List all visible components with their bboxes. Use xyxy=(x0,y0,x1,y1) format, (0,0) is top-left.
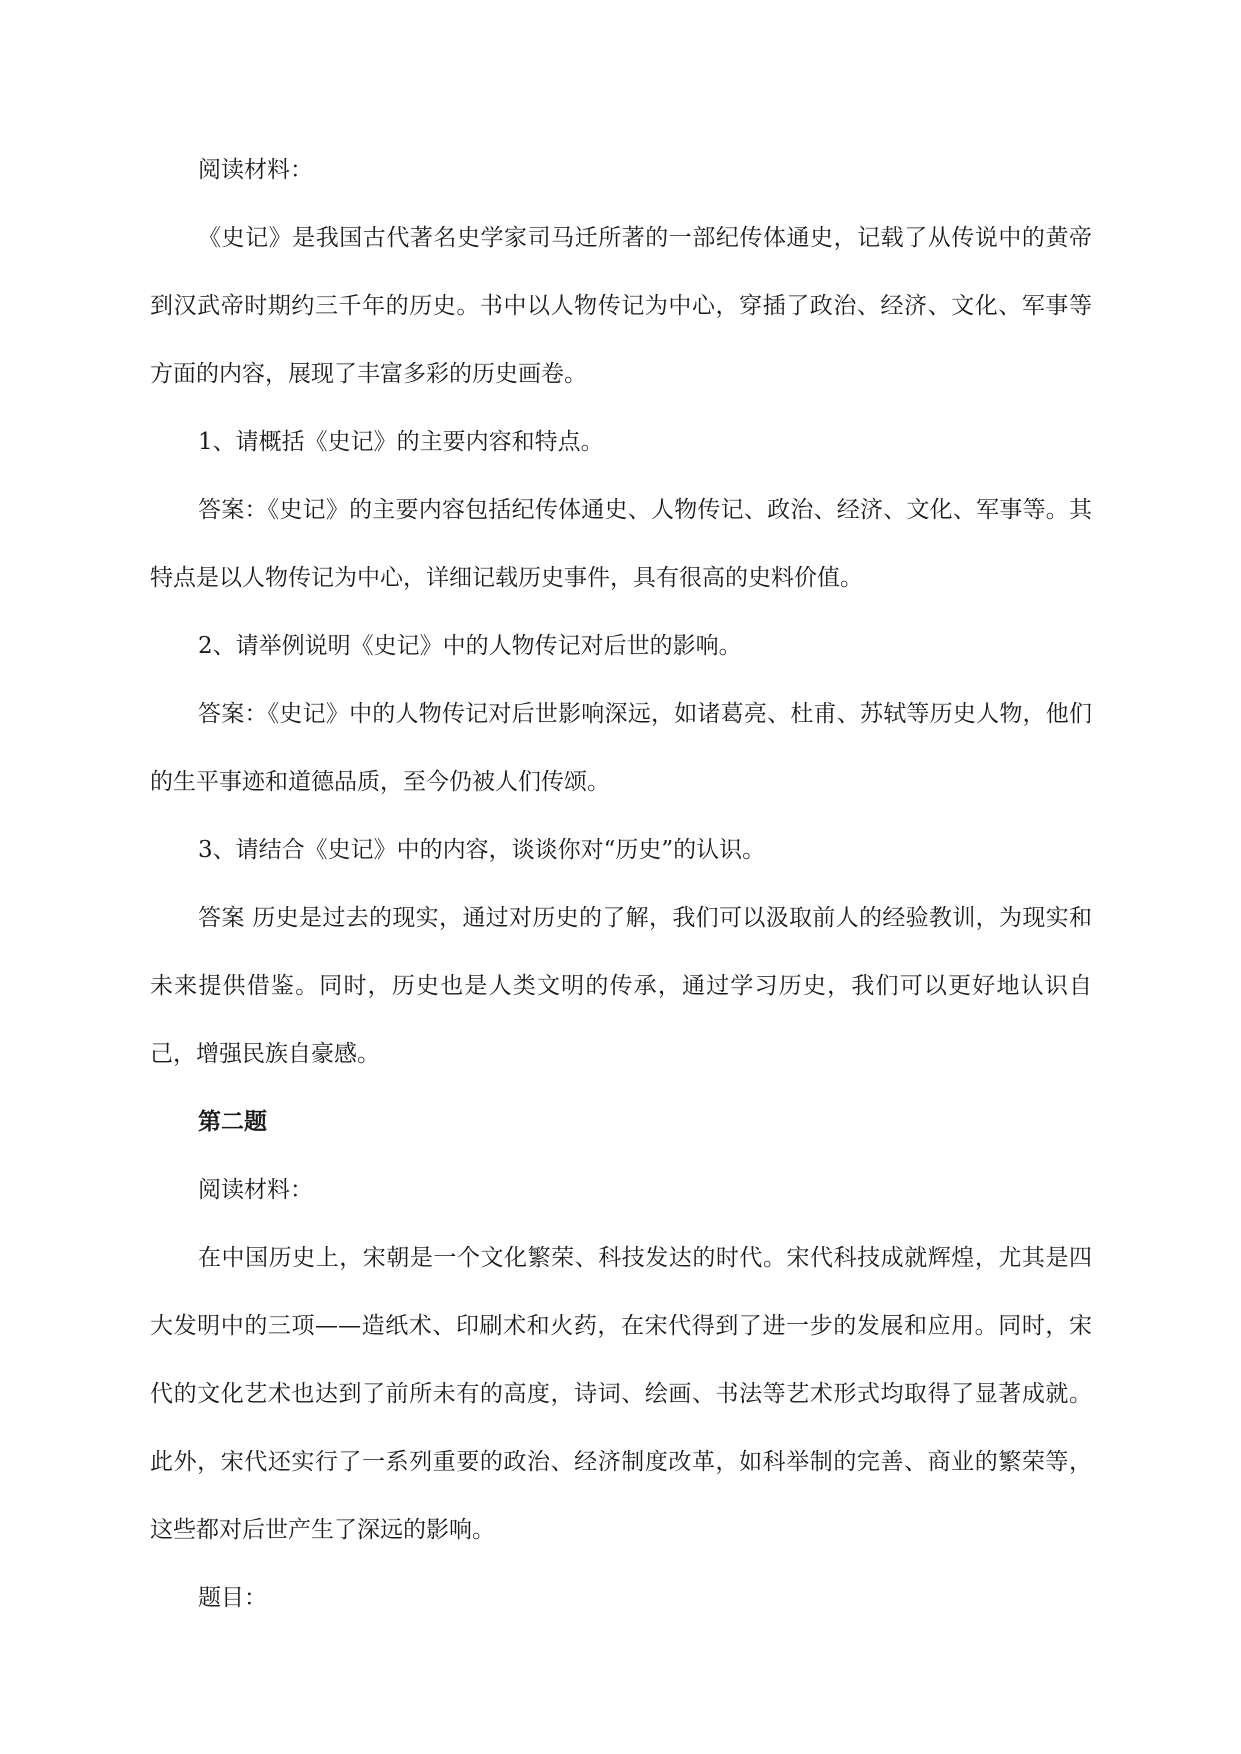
reading-material-label-2: 阅读材料： xyxy=(198,1177,313,1203)
section-heading: 第二题 xyxy=(198,1108,267,1135)
answer-2: 答案：《史记》中的人物传记对后世影响深远，如诸葛亮、杜甫、苏轼等历史人物，他们的生平事迹和道德品质，至今仍被人们传颂。 xyxy=(150,701,1092,795)
answer-3: 答案 历史是过去的现实，通过对历史的了解，我们可以汲取前人的经验教训，为现实和未来提供借鉴。同时，历史也是人类文明的传承，通过学习历史，我们可以更好地认识自己，增强民族自豪感。 xyxy=(150,905,1092,1067)
material-paragraph-shiji: 《史记》是我国古代著名史学家司马迁所著的一部纪传体通史，记载了从传说中的黄帝到汉武帝时期约三千年的历史。书中以人物传记为中心，穿插了政治、经济、文化、军事等方面的内容，展现了丰富多彩的历史画卷。 xyxy=(150,225,1092,387)
questions-label: 题目： xyxy=(198,1585,267,1611)
question-1: 1、请概括《史记》的主要内容和特点。 xyxy=(198,429,604,455)
question-3: 3、请结合《史记》中的内容，谈谈你对“历史”的认识。 xyxy=(198,837,766,863)
question-2: 2、请举例说明《史记》中的人物传记对后世的影响。 xyxy=(198,633,742,659)
material-paragraph-song: 在中国历史上，宋朝是一个文化繁荣、科技发达的时代。宋代科技成就辉煌，尤其是四大发明中的三项——造纸术、印刷术和火药，在宋代得到了进一步的发展和应用。同时，宋代的文化艺术也达到了前所未有的高度，诗词、绘画、书法等艺术形式均取得了显著成就。此外，宋代还实行了一系列重要的政治、经济制度改革，如科举制的完善、商业的繁荣等，这些都对后世产生了深远的影响。 xyxy=(150,1245,1092,1543)
answer-1: 答案：《史记》的主要内容包括纪传体通史、人物传记、政治、经济、文化、军事等。其特点是以人物传记为中心，详细记载历史事件，具有很高的史料价值。 xyxy=(150,497,1092,591)
reading-material-label: 阅读材料： xyxy=(198,157,313,183)
document-body xyxy=(150,136,1092,1632)
